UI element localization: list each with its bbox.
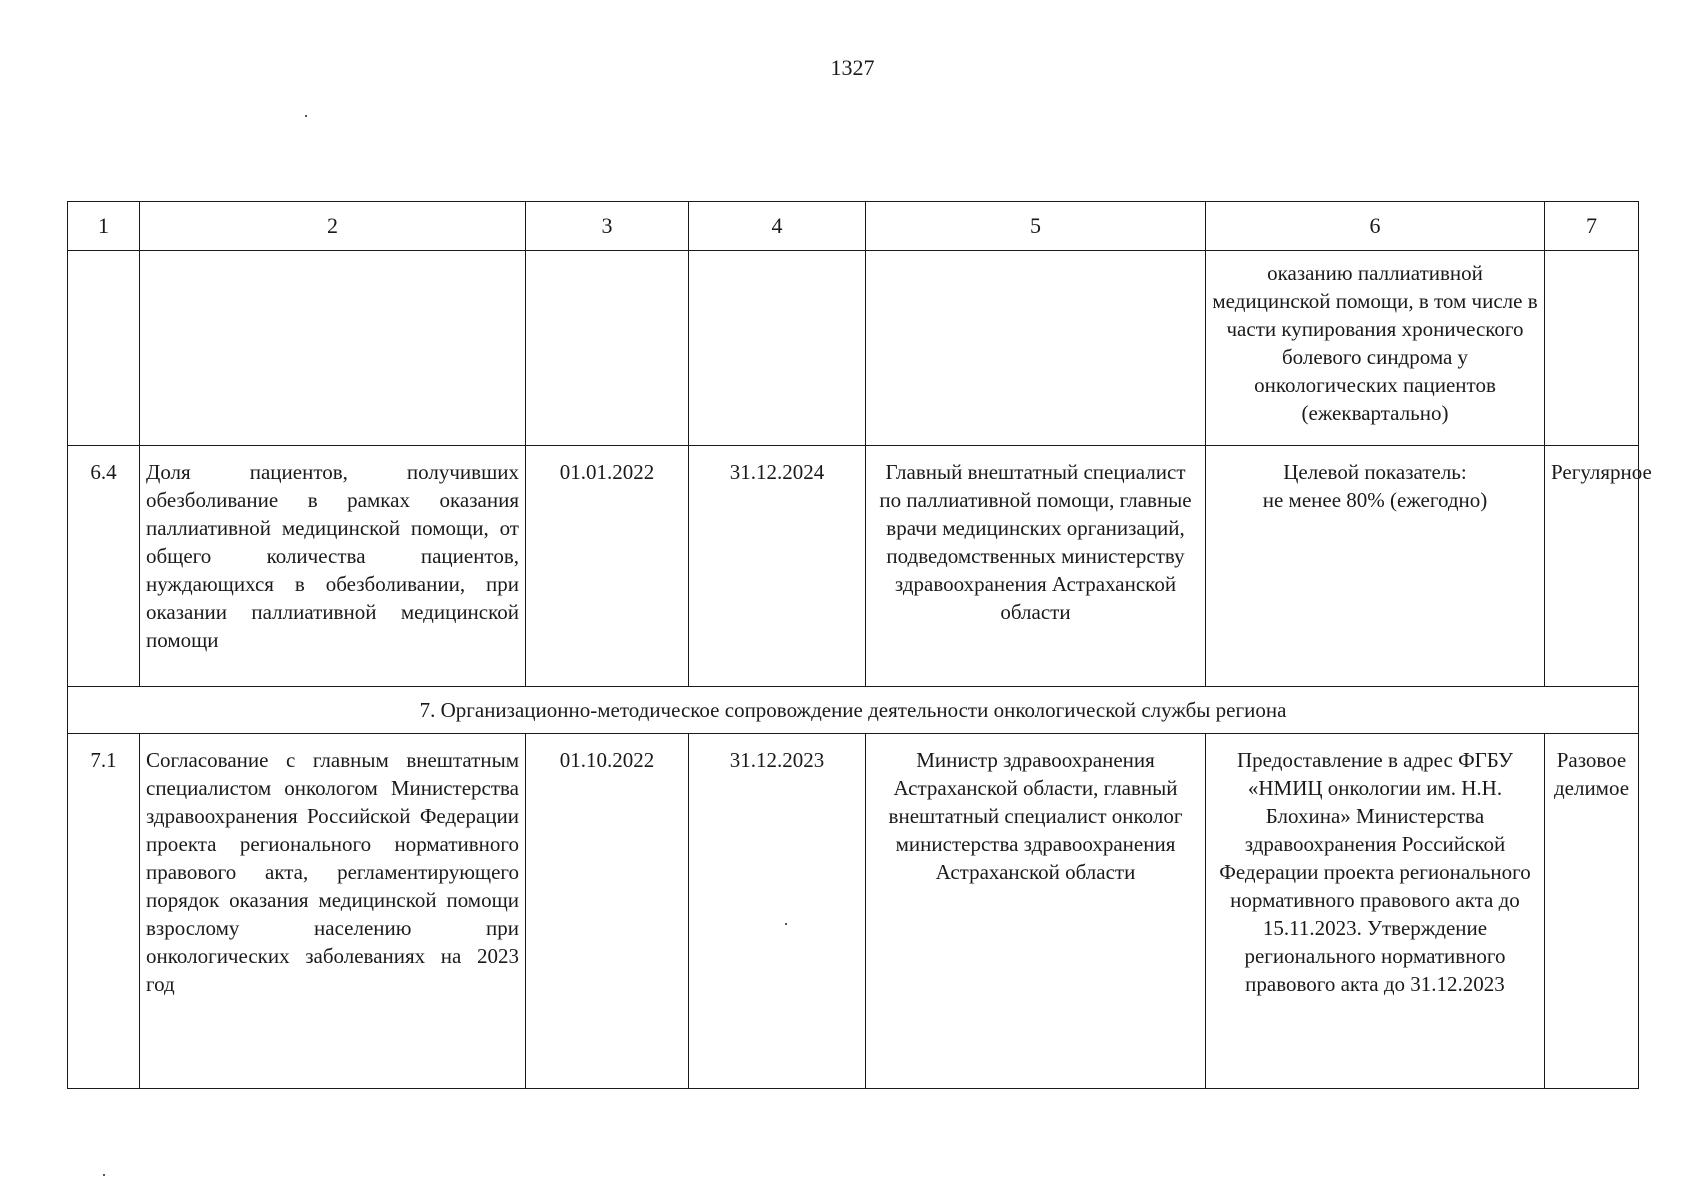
cell-end-date: 31.12.2023 (689, 734, 866, 1089)
cell-start-date: 01.10.2022 (526, 734, 689, 1089)
cell-responsible: Главный внештатный специалист по паллиативной помощи, главные врачи медицинских организаций, подведомственных министерству здравоохранения Астраханской области (866, 446, 1206, 687)
cell-result-continuation: оказанию паллиативной медицинской помощи, в том числе в части купирования хронического болевого синдрома у онкологических пациентов (ежеквартально) (1206, 251, 1545, 446)
cell-item-name: Согласование с главным внештатным специалистом онкологом Министерства здравоохранения Российской Федерации проекта регионального нормативного правового акта, регламентирующего порядок оказания медицинской помощи взрослому населению при онкологических заболеваниях на 2023 год (140, 734, 526, 1089)
cell-empty (526, 251, 689, 446)
table-row-6-4 (68, 446, 1639, 687)
header-row (68, 202, 1639, 251)
table-row-continuation (68, 251, 1639, 446)
column-header-3: 3 (526, 202, 689, 251)
cell-item-name: Доля пациентов, получивших обезболивание в рамках оказания паллиативной медицинской помощи, от общего количества пациентов, нуждающихся в обезболивании, при оказании паллиативной медицинской помощи (140, 446, 526, 687)
cell-result (1206, 446, 1545, 687)
column-header-4: 4 (689, 202, 866, 251)
cell-empty (140, 251, 526, 446)
table-row-7-1 (68, 734, 1639, 1089)
page-number: 1327 (830, 55, 875, 80)
column-header-1: 1 (68, 202, 140, 251)
cell-result: Предоставление в адрес ФГБУ «НМИЦ онкологии им. Н.Н. Блохина» Министерства здравоохранения Российской Федерации проекта регионального нормативного правового акта до 15.11.2023. Утверждение регионального нормативного правового акта до 31.12.2023 (1206, 734, 1545, 1089)
cell-type: Регулярное (1545, 446, 1639, 687)
cell-item-number: 6.4 (68, 446, 140, 687)
scan-speck (103, 1174, 105, 1176)
column-header-6: 6 (1206, 202, 1545, 251)
cell-responsible: Министр здравоохранения Астраханской области, главный внештатный специалист онколог министерства здравоохранения Астраханской области (866, 734, 1206, 1089)
section-title: 7. Организационно-методическое сопровождение деятельности онкологической службы региона (68, 687, 1639, 734)
cell-start-date: 01.01.2022 (526, 446, 689, 687)
cell-empty (866, 251, 1206, 446)
cell-empty (689, 251, 866, 446)
column-header-2: 2 (140, 202, 526, 251)
column-header-5: 5 (866, 202, 1206, 251)
result-line-2: не менее 80% (ежегодно) (1262, 488, 1488, 512)
activity-table (67, 201, 1652, 1089)
cell-empty (68, 251, 140, 446)
column-header-7: 7 (1545, 202, 1639, 251)
section-heading-row (68, 687, 1639, 734)
cell-type: Разовое делимое (1545, 734, 1639, 1089)
result-line-1: Целевой показатель: (1283, 460, 1467, 484)
cell-empty (1545, 251, 1639, 446)
cell-item-number: 7.1 (68, 734, 140, 1089)
scan-speck (305, 115, 307, 117)
cell-end-date: 31.12.2024 (689, 446, 866, 687)
